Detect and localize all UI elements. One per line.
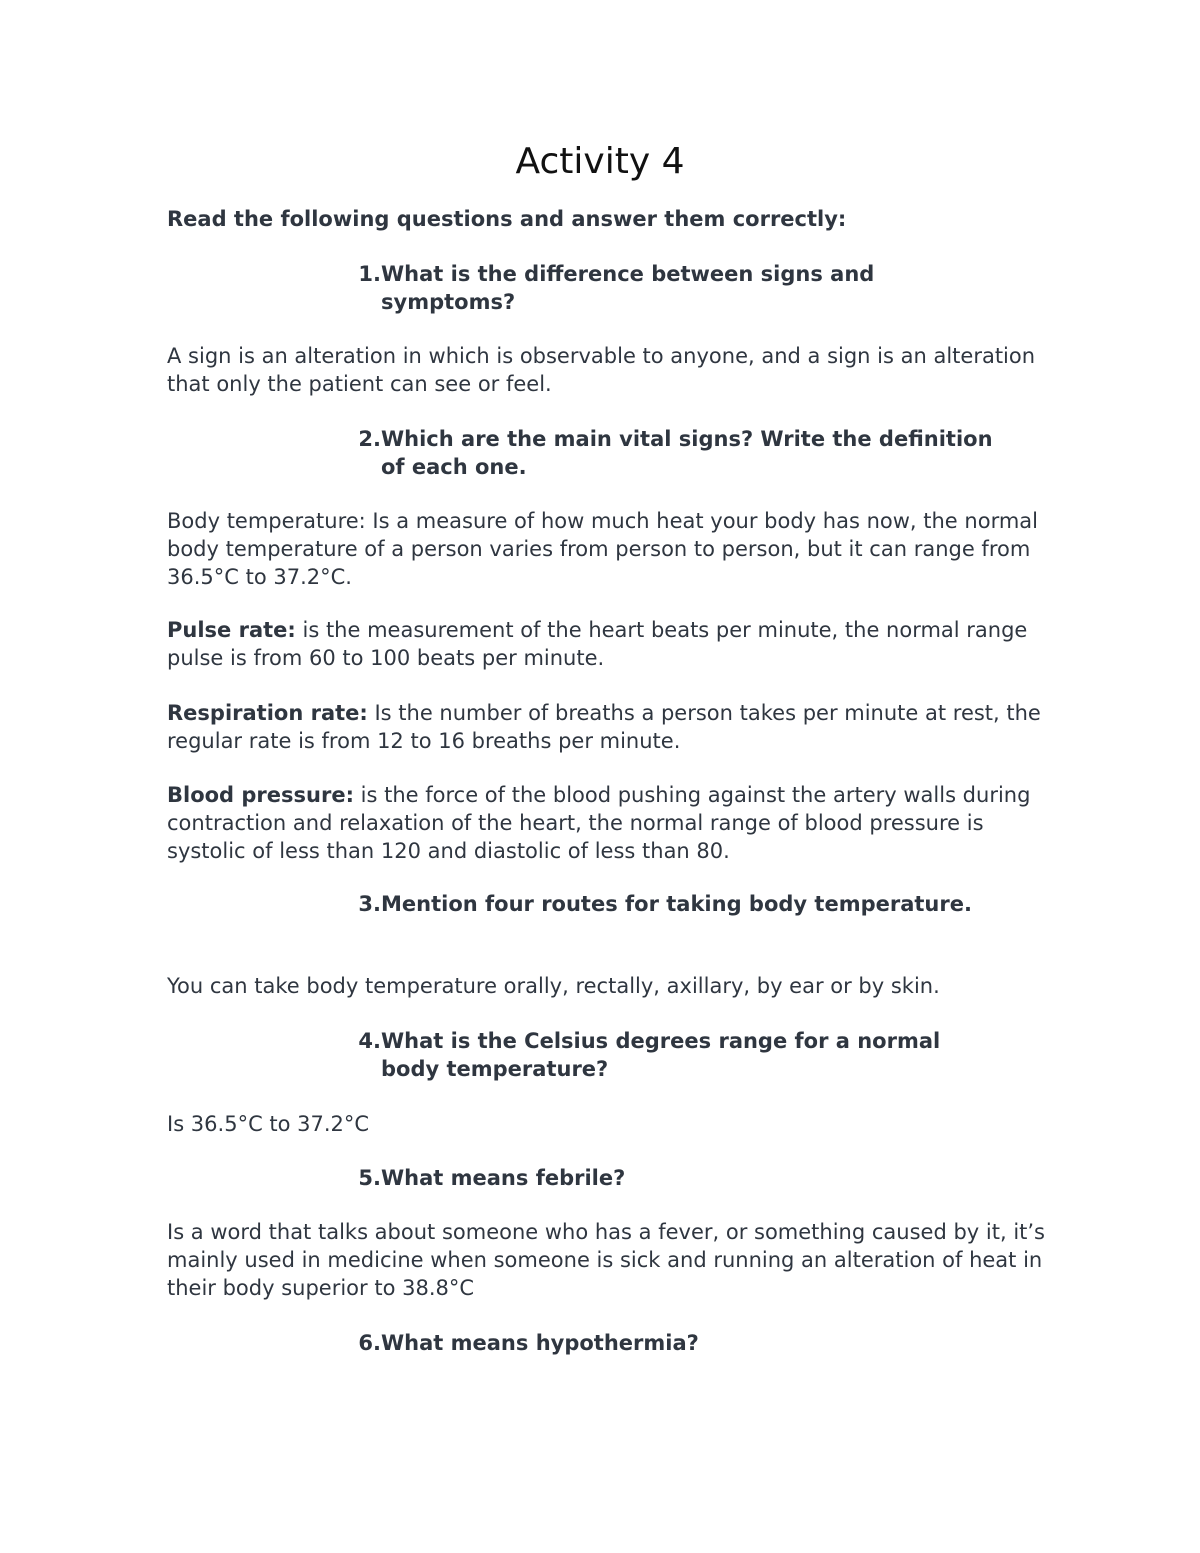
question-number: 4. <box>358 1029 381 1053</box>
answer-text: Is the number of breaths a person takes per minute at rest, the regular rate is from 12 to 16 breaths per minute. <box>167 701 1041 753</box>
question-number: 5. <box>358 1166 381 1190</box>
question-3 <box>340 890 1000 918</box>
answer-label: Respiration rate: <box>167 701 368 725</box>
answer-pulse-rate <box>167 616 1047 672</box>
answer-respiration-rate <box>167 699 1047 755</box>
question-text: Mention four routes for taking body temperature. <box>381 892 972 916</box>
answer-blood-pressure <box>167 781 1047 865</box>
question-number: 6. <box>358 1331 381 1355</box>
answer-text: A sign is an alteration in which is observable to anyone, and a sign is an alteration that only the patient can see or feel. <box>167 344 1036 396</box>
question-4 <box>340 1027 1000 1083</box>
answer-3 <box>167 972 1047 1000</box>
question-text: What means hypothermia? <box>381 1331 699 1355</box>
question-number: 2. <box>358 427 381 451</box>
answer-text: is the force of the blood pushing against the artery walls during contraction and relaxation of the heart, the normal range of blood pressure is systolic of less than 120 and diastolic of less than 80. <box>167 783 1031 863</box>
question-number: 3. <box>358 892 381 916</box>
page-title: Activity 4 <box>515 141 685 182</box>
question-6 <box>340 1329 1000 1357</box>
answer-text: Is a word that talks about someone who has a fever, or something caused by it, it’s mainly used in medicine when someone is sick and running an alteration of heat in their body superior to 38.8°C <box>167 1220 1046 1300</box>
question-1 <box>340 260 1000 316</box>
instructions: Read the following questions and answer them correctly: <box>167 207 847 231</box>
answer-text: You can take body temperature orally, rectally, axillary, by ear or by skin. <box>167 974 940 998</box>
answer-1 <box>167 342 1047 398</box>
question-5 <box>340 1164 1000 1192</box>
answer-label: Pulse rate: <box>167 618 296 642</box>
question-number: 1. <box>358 262 381 286</box>
question-2 <box>340 425 1000 481</box>
answer-body-temperature <box>167 507 1047 591</box>
answer-5 <box>167 1218 1047 1302</box>
question-text: What means febrile? <box>381 1166 626 1190</box>
answer-text: Body temperature: Is a measure of how much heat your body has now, the normal body temperature of a person varies from person to person, but it can range from 36.5°C to 37.2°C. <box>167 509 1038 589</box>
question-text: What is the difference between signs and symptoms? <box>381 262 875 314</box>
question-text: What is the Celsius degrees range for a normal body temperature? <box>381 1029 941 1081</box>
answer-4 <box>167 1110 1047 1138</box>
question-text: Which are the main vital signs? Write the definition of each one. <box>381 427 993 479</box>
answer-text: is the measurement of the heart beats per minute, the normal range pulse is from 60 to 100 beats per minute. <box>167 618 1028 670</box>
answer-label: Blood pressure: <box>167 783 354 807</box>
answer-text: Is 36.5°C to 37.2°C <box>167 1112 370 1136</box>
